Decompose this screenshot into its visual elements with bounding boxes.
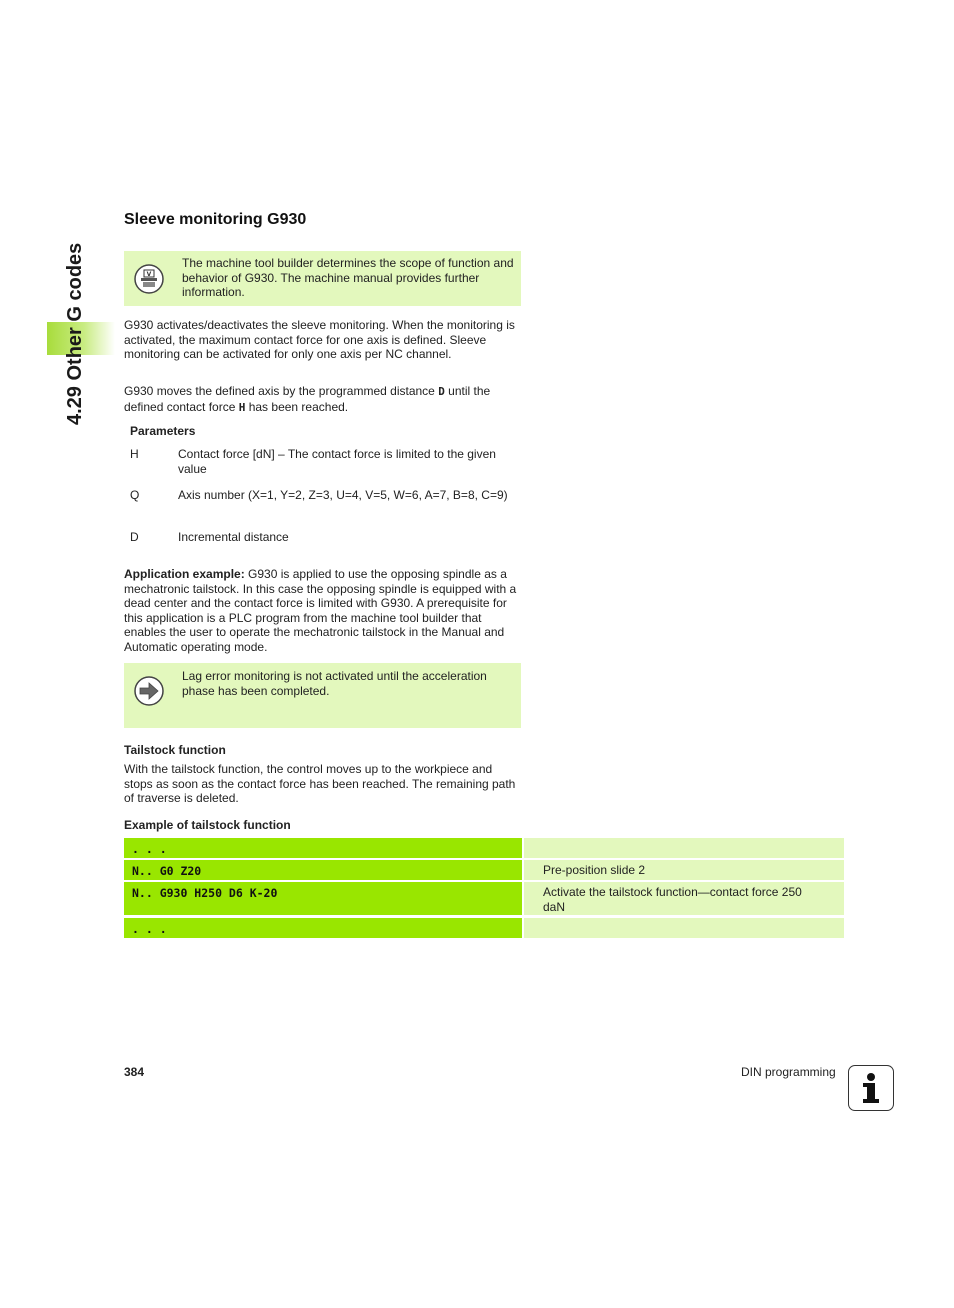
table-row [124,860,844,880]
machine-note-text: The machine tool builder determines the scope of function and behavior of G930. The machine manual provides further information. [182,256,514,299]
tailstock-heading: Tailstock function [124,743,226,757]
code-cell [124,918,522,938]
application-paragraph: Application example: G930 is applied to use the opposing spindle as a mechatronic tailstock. In this case the opposing spindle is equipped with a dead center and the contact force is limited with G930. A prerequisite for this application is a PLC program from the machine tool builder that enables the user to operate the mechatronic tailstock in the Manual and Automatic operating mode. [124,567,517,654]
param-key: Q [130,488,140,502]
code-cell [124,838,522,858]
code-cell [124,882,522,915]
description-text: Activate the tailstock function—contact force 250 daN [543,885,802,914]
description-cell [524,860,844,880]
arrow-right-icon [134,676,164,706]
param-value: Incremental distance [178,530,289,544]
section-title: Sleeve monitoring G930 [124,211,307,228]
intro-paragraph-1: G930 activates/deactivates the sleeve monitoring. When the monitoring is activated, the maximum contact force for one axis is defined. Sleeve monitoring can be activated for only one axis per NC channel. [124,318,515,361]
example-table [124,838,844,938]
intro-paragraph-2: G930 moves the defined axis by the programmed distance D until the defined contact force H has been reached. [124,384,491,414]
chapter-title: 4.29 Other G codes [64,242,86,425]
description-cell [524,882,844,915]
table-row [124,882,844,915]
description-cell [524,918,844,938]
example-heading: Example of tailstock function [124,818,291,832]
table-row [124,838,844,858]
parameters-heading: Parameters [130,424,196,438]
lag-error-note-text: Lag error monitoring is not activated until the acceleration phase has been completed. [182,669,487,698]
tailstock-paragraph: With the tailstock function, the control moves up to the workpiece and stops as soon as the contact force has been reached. The remaining path of traverse is deleted. [124,762,516,805]
page-number: 384 [124,1065,145,1079]
code-text: . . . [132,922,167,936]
code-text: . . . [132,842,167,856]
machine-note [124,251,521,306]
code-cell [124,860,522,880]
param-value: Contact force [dN] – The contact force is limited to the given value [178,447,496,476]
description-cell [524,838,844,858]
code-text: N.. G930 H250 D6 K-20 [132,886,278,900]
description-text: Pre-position slide 2 [543,863,646,877]
machine-icon [134,264,164,294]
param-value: Axis number (X=1, Y=2, Z=3, U=4, V=5, W=6, A=7, B=8, C=9) [178,488,508,502]
info-icon [848,1065,894,1111]
svg-text:V: V [146,271,152,278]
lag-error-note [124,663,521,728]
chapter-footer: DIN programming [741,1065,836,1079]
code-text: N.. G0 Z20 [132,864,202,878]
param-key: H [130,447,139,461]
table-row [124,918,844,938]
param-key: D [130,530,139,544]
